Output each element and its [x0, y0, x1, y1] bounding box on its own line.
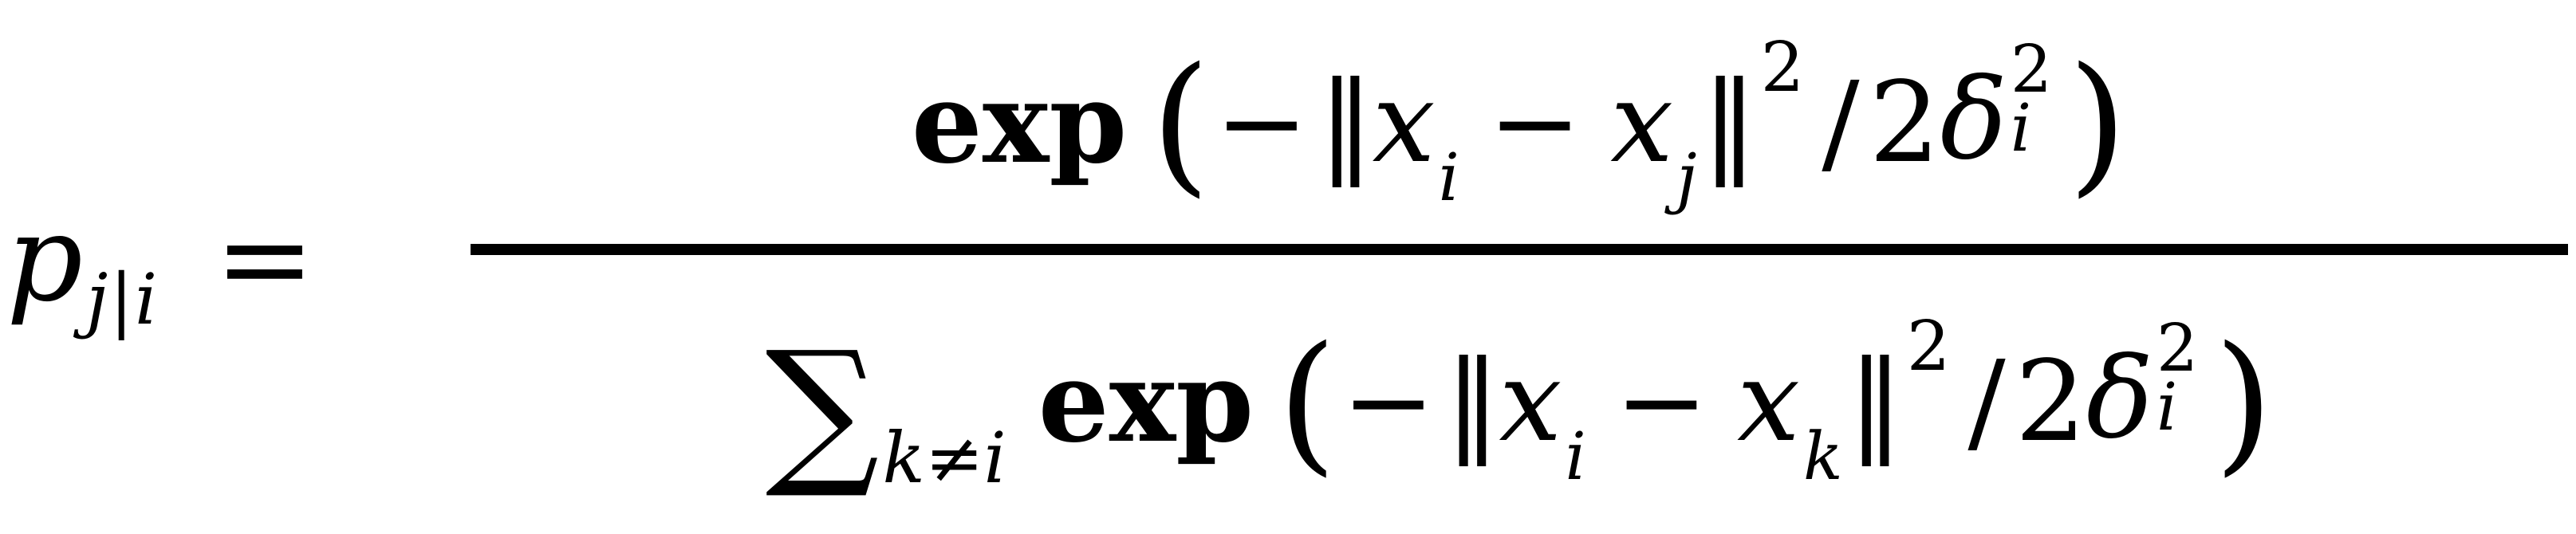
summation-subscript: k≠i	[882, 417, 1006, 499]
denominator-term-xk	[1737, 337, 1843, 495]
formula-lhs	[6, 167, 315, 351]
denominator-x-i-subscript: i	[1565, 419, 1586, 495]
numerator-division-slash: /	[1822, 58, 1860, 188]
numerator-open-paren: (	[1151, 35, 1211, 211]
denominator-coefficient: 2	[2015, 337, 2086, 467]
denominator-open-paren: (	[1278, 314, 1337, 490]
denominator-norm-open: ‖	[1444, 337, 1495, 467]
numerator-norm-power: 2	[1760, 28, 1805, 108]
denominator-norm-close: ‖	[1847, 337, 1897, 467]
numerator-exp-function: exp	[911, 58, 1128, 189]
equals-sign: =	[215, 190, 315, 328]
denominator-close-paren: )	[2214, 314, 2274, 490]
denominator-delta-subscript: i	[2157, 370, 2178, 446]
fraction	[471, 0, 2568, 534]
denominator-expression	[765, 307, 2274, 503]
numerator-term-xi	[1372, 58, 1459, 216]
numerator-x-i-subscript: i	[1438, 140, 1459, 216]
numerator-expression	[911, 28, 2128, 216]
denominator-x-i-var: x	[1499, 337, 1562, 467]
denominator-term-xi	[1499, 337, 1586, 495]
denominator-norm-power: 2	[1906, 307, 1951, 387]
numerator-delta-symbol: δ	[1940, 55, 2007, 186]
lhs-symbol: p	[6, 190, 84, 328]
denominator-exp-function: exp	[1038, 337, 1255, 468]
numerator-delta-subscript: i	[2010, 91, 2032, 167]
numerator-delta-superscript: 2	[2010, 32, 2053, 108]
numerator-delta	[1940, 32, 2053, 186]
denominator-delta-symbol: δ	[2086, 334, 2153, 465]
numerator-x-j-subscript: j	[1676, 140, 1697, 216]
denominator-delta-scripts	[2157, 311, 2199, 446]
denominator-x-k-subscript: k	[1803, 419, 1843, 495]
numerator-coefficient: 2	[1869, 58, 1940, 188]
denominator-x-k-var: x	[1737, 337, 1801, 467]
fraction-bar	[471, 244, 2568, 255]
denominator-division-slash: /	[1967, 337, 2006, 467]
numerator-norm-open: ‖	[1318, 58, 1368, 188]
summation-sign: ∑	[765, 317, 880, 503]
denominator	[471, 287, 2568, 518]
numerator-close-paren: )	[2068, 35, 2128, 211]
denominator-delta-superscript: 2	[2157, 311, 2199, 387]
numerator-term-xj	[1610, 58, 1697, 216]
numerator-x-j-var: x	[1610, 58, 1674, 188]
denominator-delta	[2086, 311, 2199, 465]
numerator-minus: −	[1487, 58, 1582, 188]
numerator	[471, 16, 2568, 231]
denominator-negative-sign: −	[1341, 337, 1436, 467]
numerator-delta-scripts	[2010, 32, 2053, 167]
denominator-minus: −	[1614, 337, 1709, 467]
lhs-subscript: j|i	[86, 257, 160, 340]
numerator-negative-sign: −	[1215, 58, 1309, 188]
numerator-norm-close: ‖	[1701, 58, 1751, 188]
numerator-x-i-var: x	[1372, 58, 1436, 188]
